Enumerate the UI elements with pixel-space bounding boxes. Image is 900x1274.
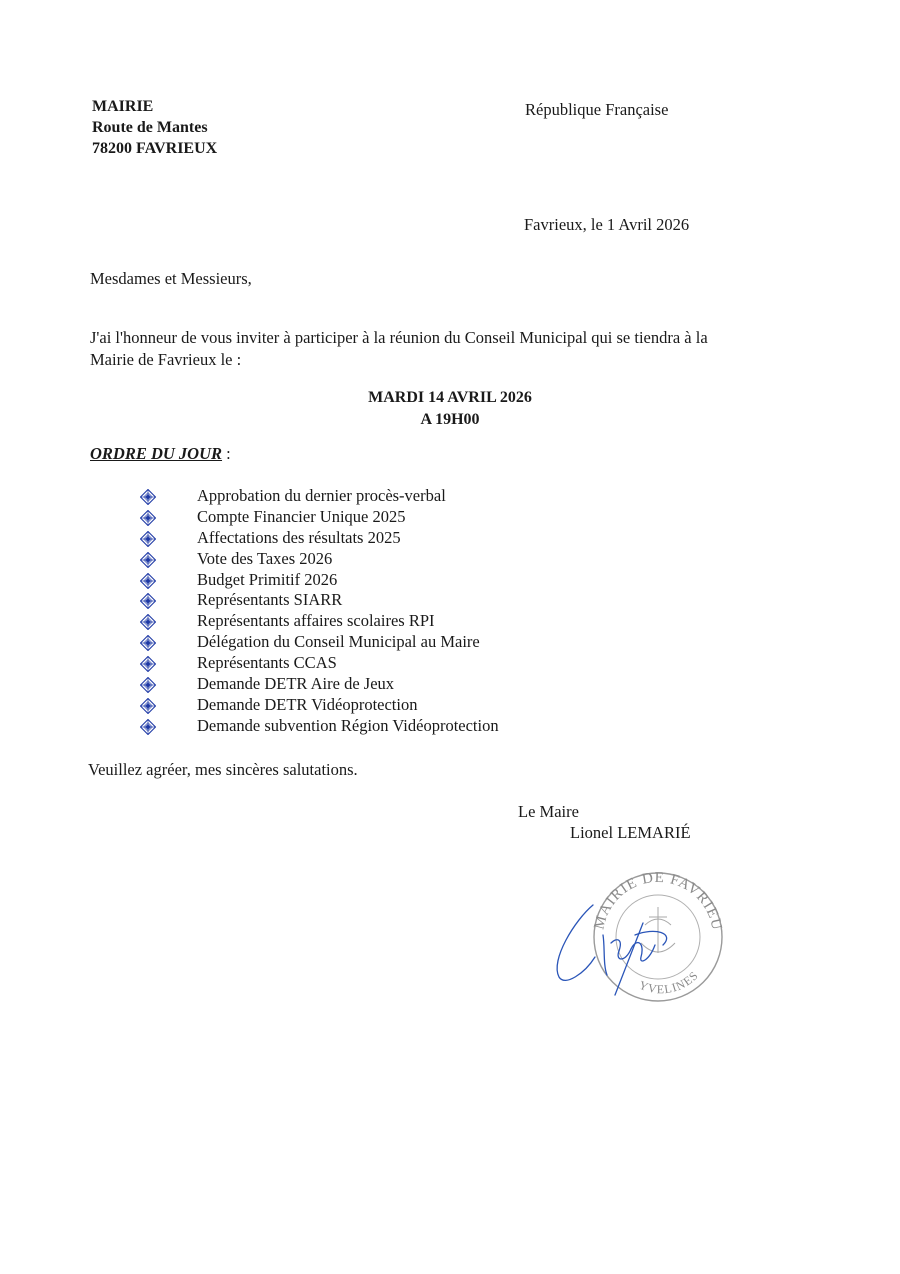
closing-salutation: Veuillez agréer, mes sincères salutations. bbox=[88, 760, 358, 779]
intro-line-2: Mairie de Favrieux le : bbox=[90, 350, 242, 369]
diamond-bullet-icon bbox=[140, 656, 156, 672]
agenda-item-label: Affectations des résultats 2025 bbox=[197, 527, 401, 547]
republic-header: République Française bbox=[525, 100, 669, 119]
diamond-bullet-icon bbox=[140, 531, 156, 547]
agenda-title-suffix: : bbox=[222, 444, 231, 463]
agenda-item-label: Demande subvention Région Vidéoprotection bbox=[197, 715, 499, 735]
official-seal-icon bbox=[545, 865, 735, 1005]
sender-line-3: 78200 FAVRIEUX bbox=[92, 140, 218, 157]
agenda-item-label: Approbation du dernier procès-verbal bbox=[197, 486, 446, 505]
meeting-time: A 19H00 bbox=[420, 411, 480, 428]
agenda-item-label: Représentants SIARR bbox=[197, 590, 343, 610]
diamond-bullet-icon bbox=[140, 698, 156, 714]
agenda-item-label: Demande DETR Vidéoprotection bbox=[197, 694, 418, 714]
agenda-item-label: Représentants CCAS bbox=[197, 653, 337, 673]
svg-text:MAIRIE DE FAVRIEUX bbox=[545, 865, 725, 932]
intro-line-1: J'ai l'honneur de vous inviter à participer à la réunion du Conseil Municipal qui se tiendra à la bbox=[90, 328, 708, 347]
agenda-title: ORDRE DU JOUR bbox=[90, 444, 223, 463]
diamond-bullet-icon bbox=[140, 489, 156, 505]
diamond-bullet-icon bbox=[140, 635, 156, 651]
diamond-bullet-icon bbox=[140, 552, 156, 568]
agenda-item-label: Délégation du Conseil Municipal au Maire bbox=[197, 632, 480, 652]
signature-and-seal bbox=[545, 865, 735, 1005]
diamond-bullet-icon bbox=[140, 614, 156, 630]
agenda-item-label: Vote des Taxes 2026 bbox=[197, 548, 333, 568]
intro-paragraph bbox=[90, 327, 708, 371]
signer-name: Lionel LEMARIÉ bbox=[570, 823, 691, 842]
sender-address bbox=[92, 96, 217, 159]
agenda-heading bbox=[90, 444, 231, 464]
signer-title: Le Maire bbox=[518, 802, 579, 821]
diamond-bullet-icon bbox=[140, 573, 156, 589]
seal-text-top: MAIRIE DE FAVRIEU bbox=[591, 869, 725, 933]
sender-line-2: Route de Mantes bbox=[92, 119, 208, 136]
diamond-bullet-icon bbox=[140, 593, 156, 609]
agenda-item-label: Budget Primitif 2026 bbox=[197, 569, 338, 589]
diamond-bullet-icon bbox=[140, 510, 156, 526]
diamond-bullet-icon bbox=[140, 677, 156, 693]
seal-text-bottom: YVELINES bbox=[637, 968, 702, 997]
meeting-date: MARDI 14 AVRIL 2026 bbox=[368, 389, 532, 406]
agenda-item-label: Compte Financier Unique 2025 bbox=[197, 506, 406, 526]
diamond-bullet-icon bbox=[140, 719, 156, 735]
agenda-item-label: Demande DETR Aire de Jeux bbox=[197, 674, 395, 694]
meeting-datetime bbox=[300, 387, 600, 431]
sender-line-1: MAIRIE bbox=[92, 98, 154, 115]
agenda-item-label: Représentants affaires scolaires RPI bbox=[197, 611, 435, 631]
place-date: Favrieux, le 1 Avril 2026 bbox=[524, 215, 690, 234]
greeting: Mesdames et Messieurs, bbox=[90, 269, 252, 288]
